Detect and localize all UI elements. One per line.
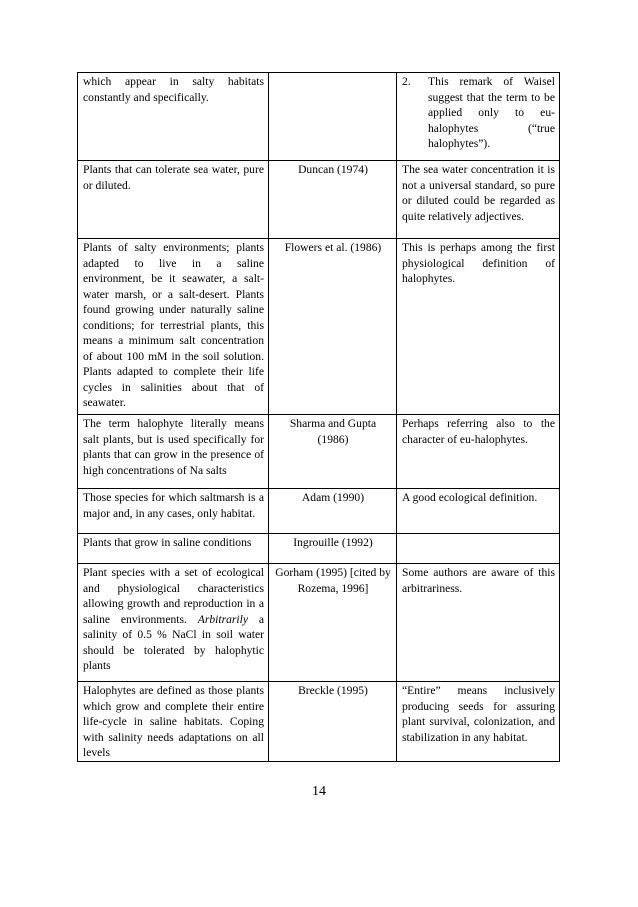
definition-cell: Plants that can tolerate sea water, pure or diluted.: [78, 161, 269, 239]
comment-cell: [397, 73, 560, 161]
definition-text: Plant species with a set of ecological and physiological characteristics allowing growth and reproduction in a saline environments.: [83, 566, 264, 626]
table-row: [78, 682, 560, 762]
definition-cell: The term halophyte literally means salt plants, but is used specifically for plants that can grow in the presence of high concentrations of Na salts: [78, 415, 269, 489]
comment-list-item: [402, 74, 555, 152]
table-row: [78, 415, 560, 489]
definition-cell: Plants of salty environments; plants adapted to live in a saline environment, be it seawater, a salt-water marsh, or a salt-desert. Plants found growing under naturally saline conditions; for terrestrial plants, this means a minimum salt concentration of about 100 mM in the soil solution. Plants adapted to complete their life cycles in salinities about that of seawater.: [78, 239, 269, 415]
definition-cell: which appear in salty habitats constantly and specifically.: [78, 73, 269, 161]
author-cell: [269, 73, 397, 161]
comment-cell: The sea water concentration it is not a universal standard, so pure or diluted could be regarded as quite relatively adjectives.: [397, 161, 560, 239]
comment-cell: [397, 534, 560, 564]
author-cell: Ingrouille (1992): [269, 534, 397, 564]
author-cell: Sharma and Gupta (1986): [269, 415, 397, 489]
definition-text: a salinity of 0.5 % NaCl in soil water should be tolerated by halophytic plants: [83, 612, 264, 672]
definition-cell: Plants that grow in saline conditions: [78, 534, 269, 564]
comment-text: This remark of Waisel suggest that the term to be applied only to eu-halophytes (“true halophytes”).: [428, 75, 555, 150]
table-row: [78, 161, 560, 239]
comment-cell: Some authors are aware of this arbitrariness.: [397, 564, 560, 682]
author-cell: Breckle (1995): [269, 682, 397, 762]
definition-cell: Those species for which saltmarsh is a major and, in any cases, only habitat.: [78, 489, 269, 534]
page-number: 14: [312, 784, 326, 799]
comment-cell: “Entire” means inclusively producing seeds for assuring plant survival, colonization, and stabilization in any habitat.: [397, 682, 560, 762]
list-number: 2.: [402, 75, 411, 88]
comment-cell: This is perhaps among the first physiological definition of halophytes.: [397, 239, 560, 415]
definition-cell: [78, 564, 269, 682]
table-row: [78, 564, 560, 682]
author-cell: Gorham (1995) [cited by Rozema, 1996]: [269, 564, 397, 682]
comment-cell: Perhaps referring also to the character of eu-halophytes.: [397, 415, 560, 489]
table-row: [78, 73, 560, 161]
author-cell: Adam (1990): [269, 489, 397, 534]
definition-cell: Halophytes are defined as those plants which grow and complete their entire life-cycle in saline habitats. Coping with salinity needs adaptations on all levels: [78, 682, 269, 762]
halophyte-definitions-table: [77, 72, 560, 762]
author-cell: Duncan (1974): [269, 161, 397, 239]
definition-italic-text: Arbitrarily: [197, 612, 248, 626]
table-row: [78, 489, 560, 534]
comment-list: [402, 74, 555, 152]
table-row: [78, 239, 560, 415]
table-row: [78, 534, 560, 564]
author-cell: Flowers et al. (1986): [269, 239, 397, 415]
comment-cell: A good ecological definition.: [397, 489, 560, 534]
